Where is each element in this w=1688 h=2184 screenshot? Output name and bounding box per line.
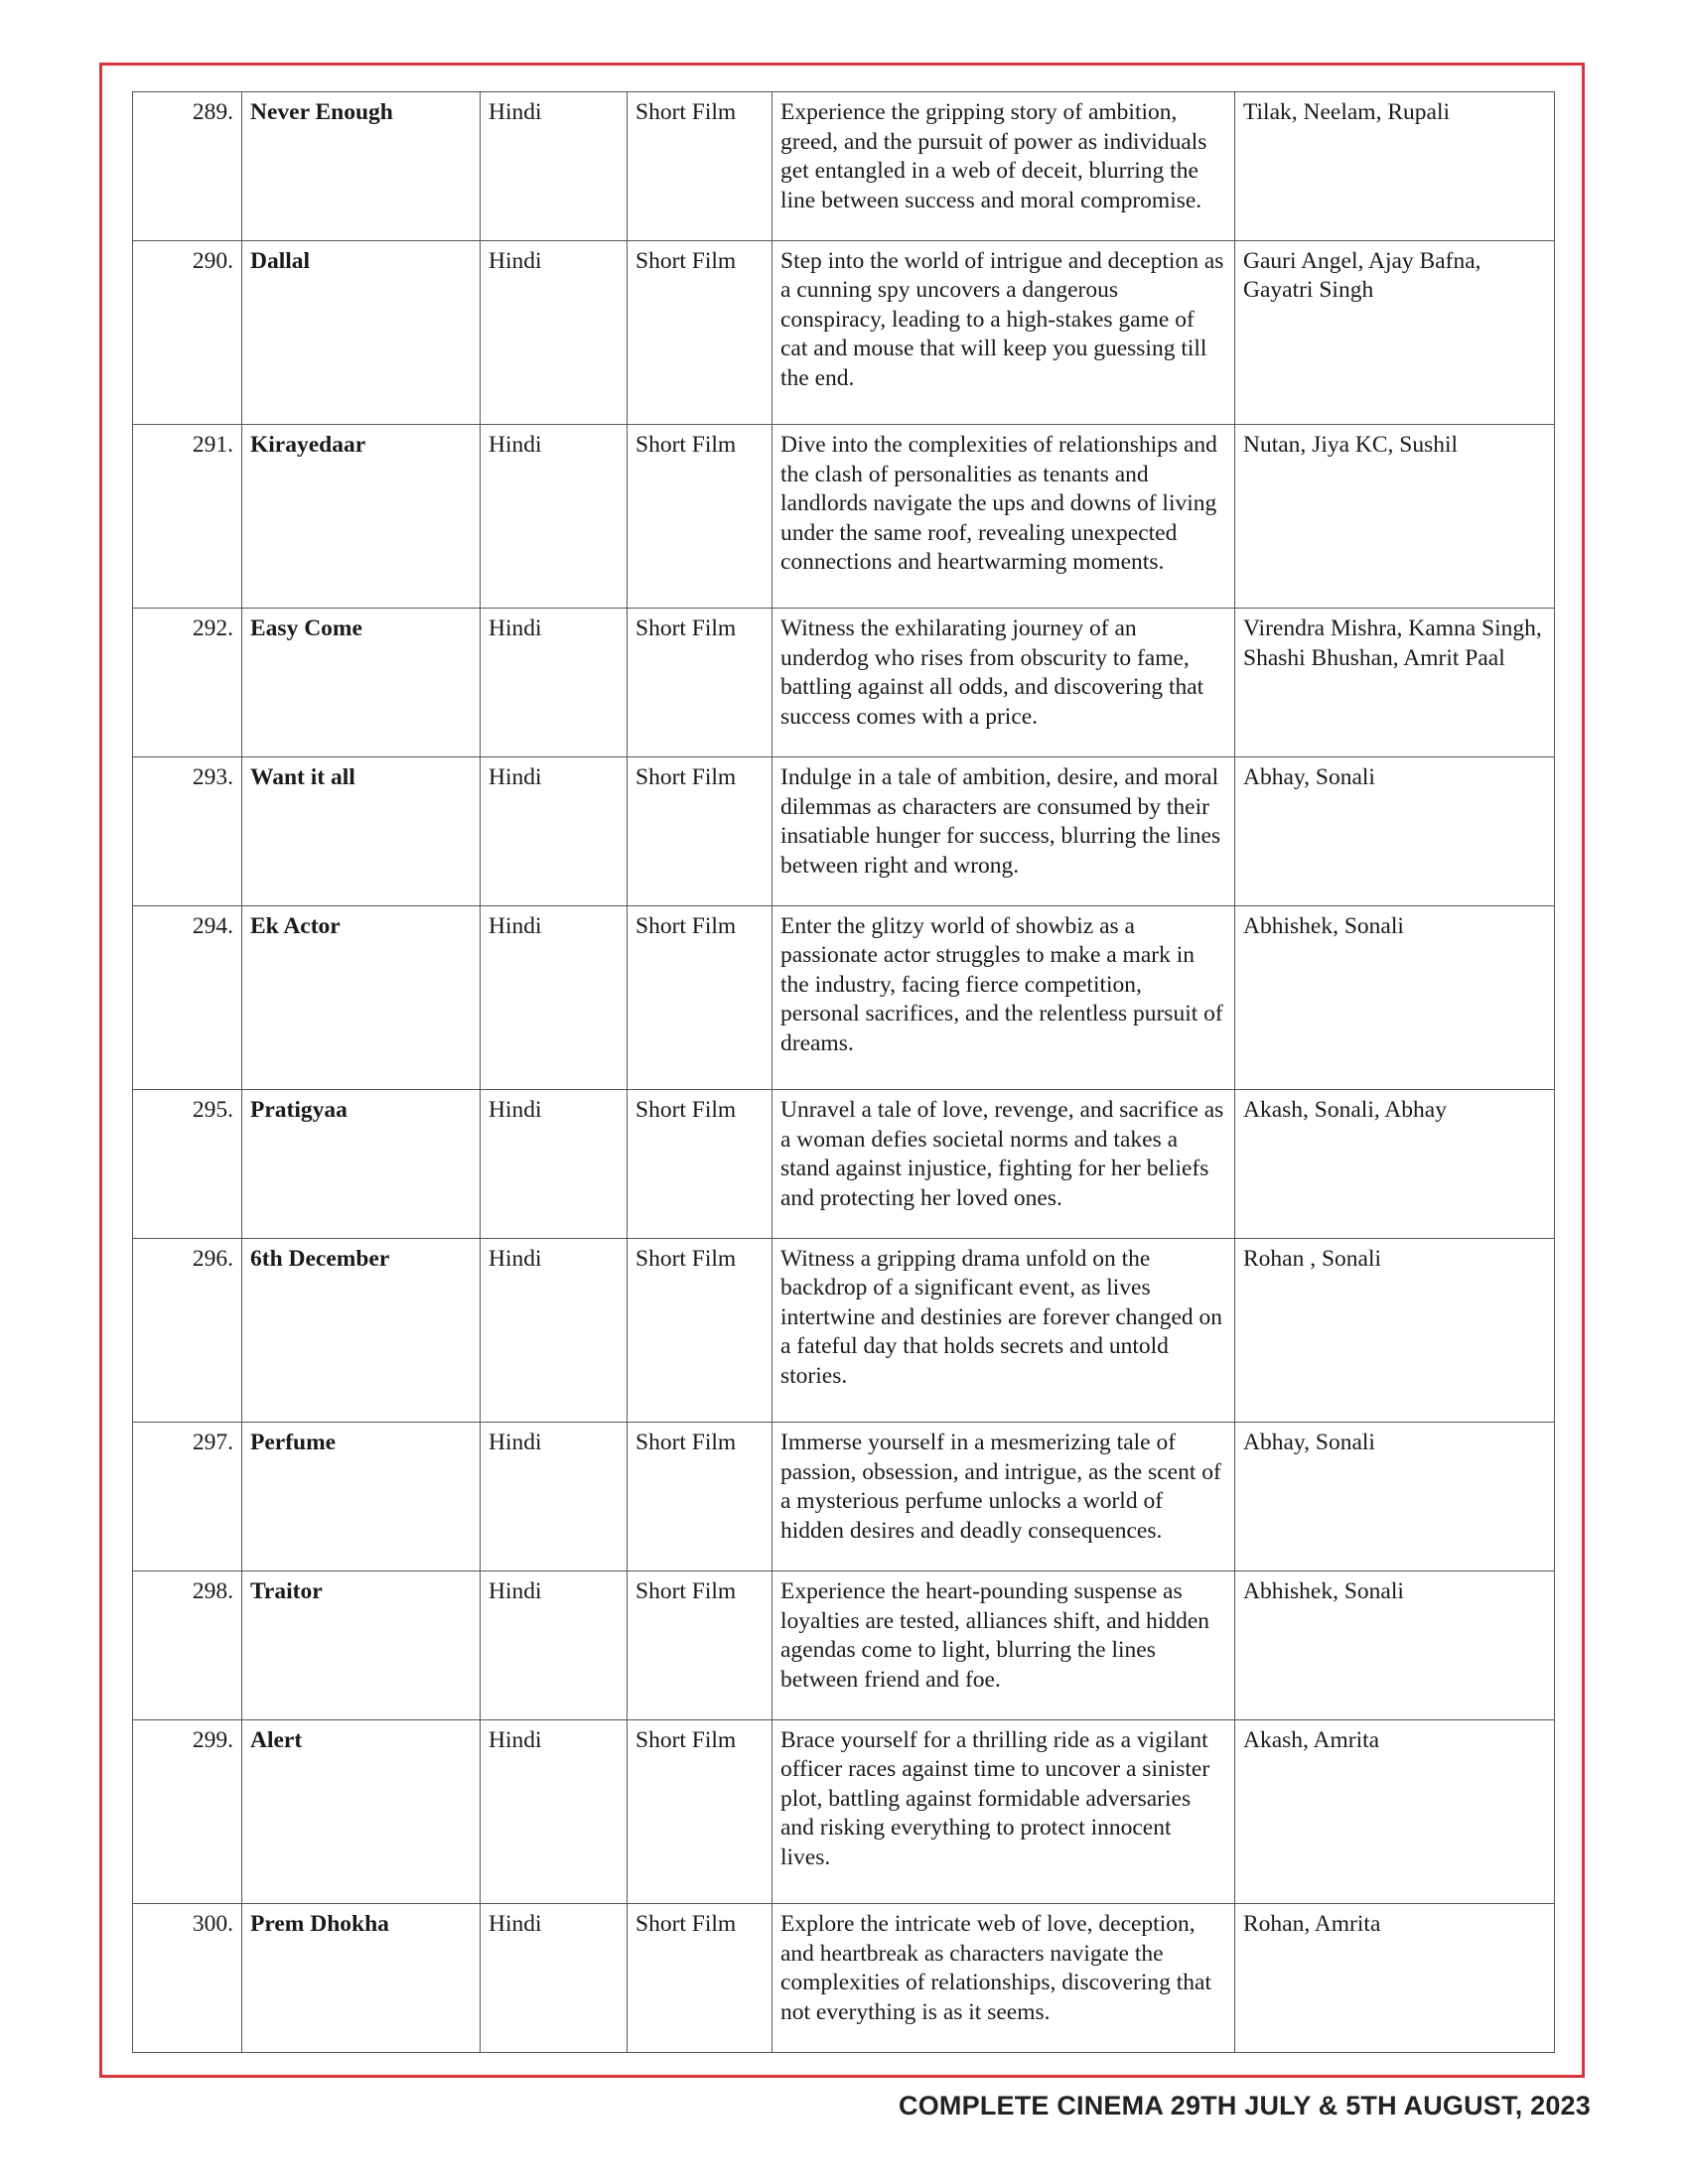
- table-row: [133, 609, 1555, 757]
- film-language: Hindi: [481, 1238, 628, 1422]
- film-title: Alert: [242, 1719, 481, 1903]
- table-row: [133, 92, 1555, 241]
- film-title: Dallal: [242, 240, 481, 424]
- film-language: Hindi: [481, 609, 628, 757]
- film-language: Hindi: [481, 1423, 628, 1571]
- film-type: Short Film: [628, 425, 773, 609]
- film-cast: Rohan , Sonali: [1235, 1238, 1555, 1422]
- film-type: Short Film: [628, 1238, 773, 1422]
- film-type: Short Film: [628, 757, 773, 906]
- film-number: 295.: [133, 1090, 242, 1239]
- film-number: 296.: [133, 1238, 242, 1422]
- table-row: [133, 1090, 1555, 1239]
- table-row: [133, 1719, 1555, 1903]
- film-description: Dive into the complexities of relationships and the clash of personalities as tenants and landlords navigate the ups and downs of living under the same roof, revealing unexpected connections and heartwarming moments.: [773, 425, 1235, 609]
- film-number: 289.: [133, 92, 242, 241]
- film-rows: [133, 92, 1555, 2053]
- film-description: Step into the world of intrigue and deception as a cunning spy uncovers a dangerous conspiracy, leading to a high-stakes game of cat and mouse that will keep you guessing till the end.: [773, 240, 1235, 424]
- film-description: Enter the glitzy world of showbiz as a passionate actor struggles to make a mark in the industry, facing fierce competition, personal sacrifices, and the relentless pursuit of dreams.: [773, 905, 1235, 1089]
- film-language: Hindi: [481, 425, 628, 609]
- film-language: Hindi: [481, 1719, 628, 1903]
- film-type: Short Film: [628, 1090, 773, 1239]
- film-cast: Akash, Sonali, Abhay: [1235, 1090, 1555, 1239]
- table-row: [133, 1571, 1555, 1720]
- film-type: Short Film: [628, 1571, 773, 1720]
- film-cast: Rohan, Amrita: [1235, 1904, 1555, 2053]
- film-title: Prem Dhokha: [242, 1904, 481, 2053]
- film-title: Want it all: [242, 757, 481, 906]
- table-row: [133, 1238, 1555, 1422]
- film-cast: Nutan, Jiya KC, Sushil: [1235, 425, 1555, 609]
- table-row: [133, 425, 1555, 609]
- film-description: Indulge in a tale of ambition, desire, and moral dilemmas as characters are consumed by their insatiable hunger for success, blurring the lines between right and wrong.: [773, 757, 1235, 906]
- film-type: Short Film: [628, 1423, 773, 1571]
- film-type: Short Film: [628, 240, 773, 424]
- film-description: Unravel a tale of love, revenge, and sacrifice as a woman defies societal norms and takes a stand against injustice, fighting for her beliefs and protecting her loved ones.: [773, 1090, 1235, 1239]
- table-row: [133, 1423, 1555, 1571]
- film-type: Short Film: [628, 609, 773, 757]
- film-title: Perfume: [242, 1423, 481, 1571]
- film-language: Hindi: [481, 757, 628, 906]
- film-title: 6th December: [242, 1238, 481, 1422]
- film-language: Hindi: [481, 1090, 628, 1239]
- table-row: [133, 240, 1555, 424]
- film-number: 293.: [133, 757, 242, 906]
- film-description: Witness a gripping drama unfold on the backdrop of a significant event, as lives intertwine and destinies are forever changed on a fateful day that holds secrets and untold stories.: [773, 1238, 1235, 1422]
- film-language: Hindi: [481, 1571, 628, 1720]
- film-cast: Abhay, Sonali: [1235, 757, 1555, 906]
- film-number: 297.: [133, 1423, 242, 1571]
- film-number: 299.: [133, 1719, 242, 1903]
- film-description: Experience the heart-pounding suspense as loyalties are tested, alliances shift, and hidden agendas come to light, blurring the lines between friend and foe.: [773, 1571, 1235, 1720]
- table-row: [133, 757, 1555, 906]
- film-cast: Tilak, Neelam, Rupali: [1235, 92, 1555, 241]
- film-language: Hindi: [481, 240, 628, 424]
- film-type: Short Film: [628, 92, 773, 241]
- film-type: Short Film: [628, 1719, 773, 1903]
- film-description: Experience the gripping story of ambition, greed, and the pursuit of power as individuals get entangled in a web of deceit, blurring the line between success and moral compromise.: [773, 92, 1235, 241]
- film-listing-table: [132, 91, 1555, 2053]
- film-language: Hindi: [481, 92, 628, 241]
- film-title: Never Enough: [242, 92, 481, 241]
- table-row: [133, 905, 1555, 1089]
- film-number: 298.: [133, 1571, 242, 1720]
- film-language: Hindi: [481, 905, 628, 1089]
- film-number: 291.: [133, 425, 242, 609]
- film-type: Short Film: [628, 905, 773, 1089]
- film-cast: Abhishek, Sonali: [1235, 905, 1555, 1089]
- film-description: Brace yourself for a thrilling ride as a vigilant officer races against time to uncover a sinister plot, battling against formidable adversaries and risking everything to protect innocent lives.: [773, 1719, 1235, 1903]
- table-row: [133, 1904, 1555, 2053]
- film-title: Easy Come: [242, 609, 481, 757]
- page-footer: COMPLETE CINEMA 29TH JULY & 5TH AUGUST, 2023: [899, 2091, 1591, 2120]
- film-language: Hindi: [481, 1904, 628, 2053]
- film-cast: Abhay, Sonali: [1235, 1423, 1555, 1571]
- film-number: 292.: [133, 609, 242, 757]
- film-number: 290.: [133, 240, 242, 424]
- film-title: Ek Actor: [242, 905, 481, 1089]
- film-description: Explore the intricate web of love, deception, and heartbreak as characters navigate the complexities of relationships, discovering that not everything is as it seems.: [773, 1904, 1235, 2053]
- film-description: Immerse yourself in a mesmerizing tale of passion, obsession, and intrigue, as the scent of a mysterious perfume unlocks a world of hidden desires and deadly consequences.: [773, 1423, 1235, 1571]
- film-number: 294.: [133, 905, 242, 1089]
- film-number: 300.: [133, 1904, 242, 2053]
- film-title: Kirayedaar: [242, 425, 481, 609]
- film-title: Pratigyaa: [242, 1090, 481, 1239]
- film-cast: Virendra Mishra, Kamna Singh, Shashi Bhushan, Amrit Paal: [1235, 609, 1555, 757]
- film-cast: Akash, Amrita: [1235, 1719, 1555, 1903]
- film-cast: Abhishek, Sonali: [1235, 1571, 1555, 1720]
- film-title: Traitor: [242, 1571, 481, 1720]
- film-description: Witness the exhilarating journey of an underdog who rises from obscurity to fame, battling against all odds, and discovering that success comes with a price.: [773, 609, 1235, 757]
- film-cast: Gauri Angel, Ajay Bafna, Gayatri Singh: [1235, 240, 1555, 424]
- film-type: Short Film: [628, 1904, 773, 2053]
